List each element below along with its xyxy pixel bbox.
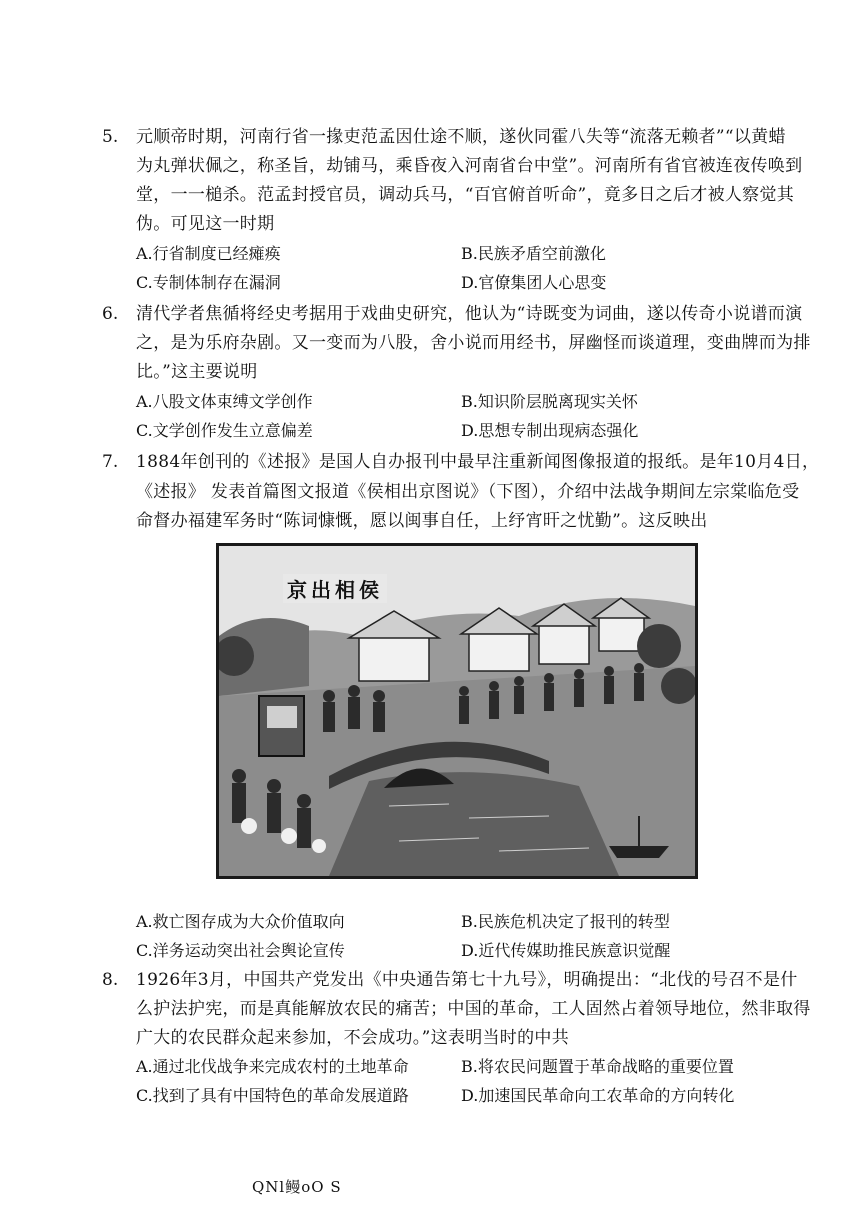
figure-caption: 京出相侯 [283, 574, 387, 603]
option-a: A.行省制度已经瘫痪 [136, 244, 281, 263]
option-a: A.救亡图存成为大众价值取向 [136, 912, 345, 931]
option-a: A.八股文体束缚文学创作 [136, 392, 313, 411]
option-c: C.洋务运动突出社会舆论宣传 [136, 941, 345, 960]
question-text-line: 为丸弹状佩之，称圣旨，劫铺马，乘昏夜入河南省台中堂”。河南所有省官被连夜传唤到 [136, 156, 803, 176]
question-text-line: 元顺帝时期，河南行省一掾吏范孟因仕途不顺，遂伙同霍八失等“流落无赖者”“以黄蜡 [136, 127, 786, 147]
option-d: D.近代传媒助推民族意识觉醒 [461, 941, 671, 960]
question-text-line: 比。”这主要说明 [136, 362, 258, 382]
page-footer: QNl鳗oO S [252, 1178, 342, 1196]
engraving-illustration [216, 543, 698, 879]
option-b: B.知识阶层脱离现实关怀 [461, 392, 638, 411]
question-number: 6. [102, 304, 119, 324]
option-a: A.通过北伐战争来完成农村的土地革命 [136, 1057, 409, 1076]
option-b: B.民族矛盾空前激化 [461, 244, 606, 263]
question-text-line: 清代学者焦循将经史考据用于戏曲史研究，他认为“诗既变为词曲，遂以传奇小说谱而演 [136, 304, 803, 324]
option-b: B.民族危机决定了报刊的转型 [461, 912, 670, 931]
question-number: 7. [102, 452, 119, 472]
question-text-line: 么护法护宪，而是真能解放农民的痛苦；中国的革命，工人固然占着领导地位，然非取得 [136, 999, 811, 1019]
option-b: B.将农民问题置于革命战略的重要位置 [461, 1057, 734, 1076]
question-text-line: 堂，一一槌杀。范孟封授官员，调动兵马，“百官俯首听命”，竟多日之后才被人察觉其 [136, 185, 795, 205]
question-text-line: 伪。可见这一时期 [136, 214, 275, 234]
option-d: D.思想专制出现病态强化 [461, 421, 639, 440]
question-number: 5. [102, 127, 119, 147]
question-text-line: 广大的农民群众起来参加，不会成功。”这表明当时的中共 [136, 1028, 569, 1048]
question-number: 8. [102, 970, 119, 990]
question-text-line: 《述报》 发表首篇图文报道《侯相出京图说》（下图），介绍中法战争期间左宗棠临危受 [136, 482, 800, 502]
option-d: D.官僚集团人心思变 [461, 273, 607, 292]
question-text-line: 1884年创刊的《述报》是国人自办报刊中最早注重新闻图像报道的报纸。是年10月4日， [136, 452, 820, 472]
option-c: C.找到了具有中国特色的革命发展道路 [136, 1086, 409, 1105]
option-c: C.文学创作发生立意偏差 [136, 421, 313, 440]
question-text-line: 1926年3月，中国共产党发出《中央通告第七十九号》，明确提出：“北伐的号召不是什 [136, 970, 798, 990]
question-text-line: 命督办福建军务时“陈词慷慨，愿以闽事自任，上纾宵旰之忧勤”。这反映出 [136, 511, 708, 531]
option-c: C.专制体制存在漏洞 [136, 273, 281, 292]
question-text-line: 之，是为乐府杂剧。又一变而为八股，舍小说而用经书，屏幽怪而谈道理，变曲牌而为排 [136, 333, 811, 353]
option-d: D.加速国民革命向工农革命的方向转化 [461, 1086, 735, 1105]
